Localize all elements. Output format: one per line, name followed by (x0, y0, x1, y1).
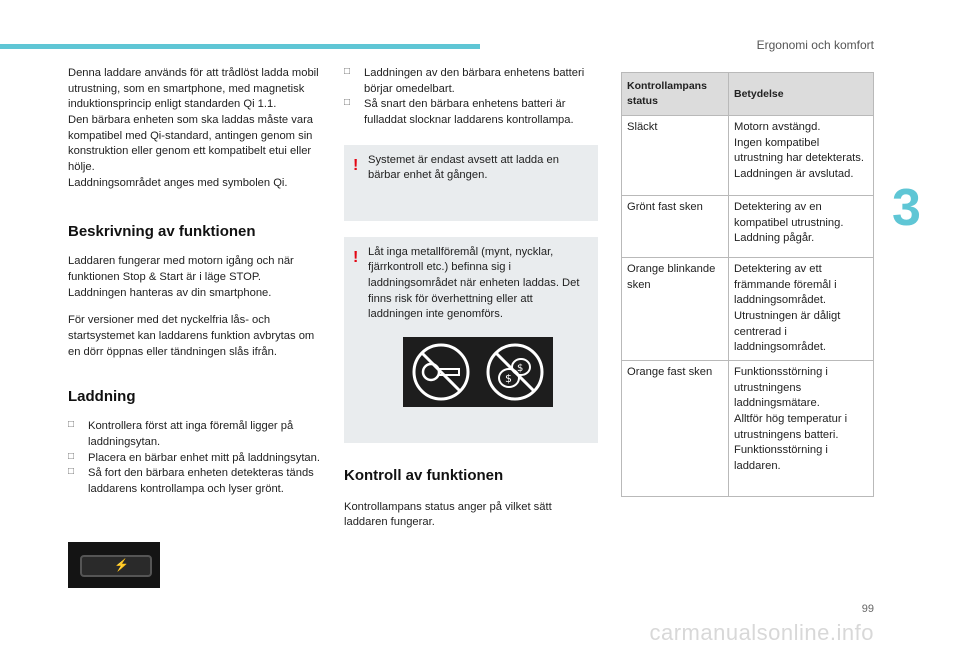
page-number: 99 (861, 603, 874, 615)
meaning-line: Detektering av ett främmande föremål i laddningsområdet. (734, 263, 837, 307)
table-row (622, 116, 874, 196)
description-paragraph-1: Laddaren fungerar med motorn igång och när funktionen Stop & Start är i läge STOP. (68, 255, 294, 284)
chapter-number: 3 (892, 179, 921, 237)
table-row (622, 361, 874, 497)
meaning-line: Detektering av en kompatibel utrustning. (734, 201, 844, 229)
section-title: Ergonomi och komfort (756, 38, 874, 52)
warning-text-2: Låt inga metallföremål (mynt, nycklar, fjärrkontroll etc.) befinna sig i laddningsområdet när enheten laddas. Det finns risk för överhettning eller att laddningen inte genomförs. (368, 245, 580, 321)
meaning-line: Alltför hög temperatur i utrustningens batteri. (734, 413, 848, 441)
exclamation-icon: ! (353, 248, 359, 266)
warning-box-1 (344, 145, 598, 221)
description-heading: Beskrivning av funktionen (68, 223, 256, 241)
charger-pad (80, 555, 152, 577)
description-paragraph-2: Laddningen hanteras av din smartphone. (68, 286, 272, 299)
exclamation-icon: ! (353, 156, 359, 174)
column-left (68, 66, 326, 498)
meaning-line: Laddning pågår. (734, 232, 815, 245)
charging-step: □ Laddningen av den bärbara enhetens batteri börjar omedelbart. (344, 66, 598, 97)
watermark: carmanualsonline.info (649, 620, 874, 645)
lightning-icon: ⚡ (114, 558, 129, 572)
description-paragraph-3: För versioner med det nyckelfria lås- och startsystemet kan laddarens funktion avbrytas om en dörr öppnas eller tändningen slås ifrån. (68, 314, 315, 358)
charging-steps (68, 419, 326, 497)
table-header-row (622, 73, 874, 116)
charger-indicator-image (68, 542, 160, 588)
table-row (622, 196, 874, 258)
header-accent-bar (0, 44, 480, 49)
no-coins-icon (488, 345, 542, 399)
charging-step: □ Placera en bärbar enhet mitt på laddningsytan. (68, 451, 326, 467)
status-cell: Släckt (622, 116, 729, 196)
meaning-cell (729, 258, 874, 361)
column-header-status: Kontrollampans status (622, 73, 729, 116)
table-row (622, 258, 874, 361)
no-keys-icon (414, 345, 468, 399)
meaning-line: Funktionsstörning i laddaren. (734, 444, 828, 473)
meaning-line: Utrustningen är dåligt centrerad i laddningsområdet. (734, 310, 841, 354)
status-cell: Orange fast sken (622, 361, 729, 497)
warning-text-1: Systemet är endast avsett att ladda en bärbar enhet åt gången. (368, 153, 559, 182)
meaning-line: Laddningen är avslutad. (734, 168, 854, 181)
control-heading: Kontroll av funktionen (344, 466, 504, 484)
charging-heading: Laddning (68, 388, 136, 406)
intro-paragraph-3: Laddningsområdet anges med symbolen Qi. (68, 176, 288, 189)
indicator-status-table (621, 72, 874, 497)
meaning-cell (729, 116, 874, 196)
charging-step: □ Så fort den bärbara enheten detekteras tänds laddarens kontrollampa och lyser grönt. (68, 466, 326, 497)
meaning-line: Ingen kompatibel utrustning har detekterats. (734, 136, 864, 165)
intro-paragraph-2: Den bärbara enheten som ska laddas måste vara kompatibel med Qi-standard, antingen genom sin konstruktion eller genom ett kompatibelt etui eller hölje. (68, 114, 314, 174)
meaning-line: Funktionsstörning i utrustningens laddningsmätare. (734, 366, 828, 410)
intro-paragraph-1: Denna laddare används för att trådlöst ladda mobil utrustning, som en smartphone, med magnetisk induktionsprincip enligt standarden Qi 1.1. (68, 67, 319, 111)
meaning-line: Motorn avstängd. (734, 121, 821, 133)
warning-box-2 (344, 237, 598, 443)
meaning-cell (729, 196, 874, 258)
control-paragraph: Kontrollampans status anger på vilket sätt laddaren fungerar. (344, 500, 552, 529)
status-cell: Orange blinkande sken (622, 258, 729, 361)
column-header-meaning: Betydelse (729, 73, 874, 116)
status-cell: Grönt fast sken (622, 196, 729, 258)
column-middle (344, 66, 598, 531)
prohibition-icons-image (403, 337, 553, 407)
charging-step: □ Kontrollera först att inga föremål ligger på laddningsytan. (68, 419, 326, 450)
charging-more-steps (344, 66, 598, 129)
svg-text:$: $ (505, 372, 512, 386)
charging-step: □ Så snart den bärbara enhetens batteri är fulladdat slocknar laddarens kontrollampa. (344, 97, 598, 128)
svg-text:$: $ (517, 363, 524, 375)
meaning-cell (729, 361, 874, 497)
